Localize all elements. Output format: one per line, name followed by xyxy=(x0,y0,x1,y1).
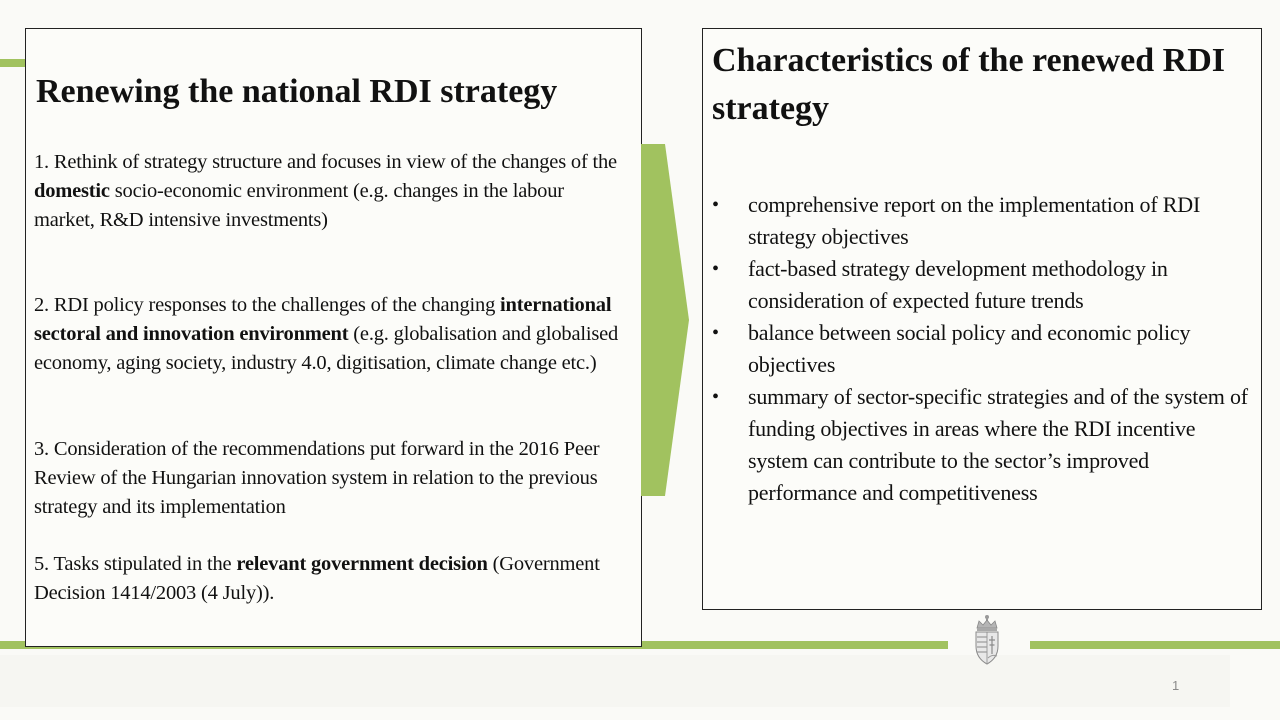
bullet-icon: • xyxy=(712,386,719,408)
characteristics-list xyxy=(703,189,1258,509)
paragraph-text: (e.g. globalisation and globalised economy, aging society, industry 4.0, digitisation, climate change etc.) xyxy=(34,323,619,374)
page-number: 1 xyxy=(1172,678,1180,693)
footer-stripe-right xyxy=(1030,641,1280,649)
paragraph-bold-text: international sectoral and innovation environment xyxy=(34,294,612,345)
right-panel-title: Characteristics of the renewed RDI strategy xyxy=(712,42,1226,127)
paragraph-text: 5. Tasks stipulated in the xyxy=(34,553,237,575)
left-panel-title: Renewing the national RDI strategy xyxy=(36,73,558,110)
paragraph-bold-text: relevant government decision xyxy=(236,553,488,575)
left-panel xyxy=(25,28,642,647)
paragraph-text: 3. Consideration of the recommendations put forward in the 2016 Peer Review of the Hungarian innovation system in relation to the previous strategy and its implementation xyxy=(34,438,600,518)
right-panel xyxy=(702,28,1262,610)
list-item-text: fact-based strategy development methodology in consideration of expected future trends xyxy=(748,256,1168,313)
paragraph-text: socio-economic environment (e.g. changes in the labour market, R&D intensive investments) xyxy=(34,180,564,231)
bullet-icon: • xyxy=(712,322,719,344)
paragraph-peer-review xyxy=(34,435,624,522)
list-item xyxy=(703,317,1258,381)
paragraph-text: 1. Rethink of strategy structure and focuses in view of the changes of the xyxy=(34,151,617,173)
bullet-icon: • xyxy=(712,194,719,216)
paragraph-text: (Government Decision 1414/2003 (4 July)). xyxy=(34,553,600,604)
paragraph-text: 2. RDI policy responses to the challenges of the changing xyxy=(34,294,501,316)
paragraph-bold-text: domestic xyxy=(34,180,110,202)
paragraph-government-decision xyxy=(34,550,624,608)
list-item-text: balance between social policy and economic policy objectives xyxy=(748,320,1191,377)
green-chevron-arrow-icon xyxy=(641,144,691,496)
list-item xyxy=(703,253,1258,317)
paragraph-international xyxy=(34,291,624,378)
list-item-text: summary of sector-specific strategies and of the system of funding objectives in areas where the RDI incentive system can contribute to the sector’s improved performance and competitiveness xyxy=(748,384,1248,505)
footer-band xyxy=(0,655,1230,707)
list-item xyxy=(703,381,1258,509)
bullet-icon: • xyxy=(712,258,719,280)
list-item xyxy=(703,189,1258,253)
paragraph-domestic xyxy=(34,148,624,235)
hungarian-coat-of-arms-icon xyxy=(972,614,1002,666)
list-item-text: comprehensive report on the implementation of RDI strategy objectives xyxy=(748,192,1201,249)
